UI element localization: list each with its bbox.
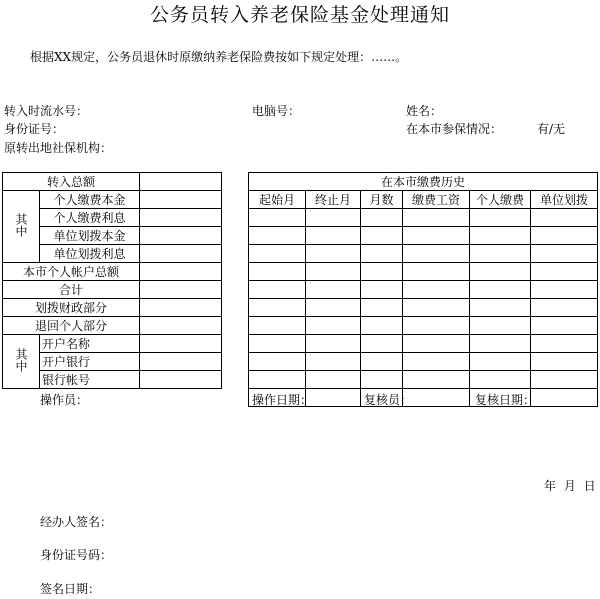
table-row: [249, 227, 598, 245]
table-row: [249, 317, 598, 335]
finance-part-label: 划拨财政部分: [3, 299, 140, 317]
item-account-no: 银行帐号: [40, 371, 140, 389]
table-cell: [140, 353, 222, 371]
table-row: [3, 281, 222, 299]
item-personal-interest: 个人缴费利息: [40, 209, 140, 227]
col-end-month: 终止月: [306, 191, 361, 209]
table-row: [3, 191, 222, 209]
table-row: [3, 317, 222, 335]
item-unit-principal: 单位划拨本金: [40, 227, 140, 245]
id-no-label: 身份证号：: [4, 122, 65, 136]
col-wage: 缴费工资: [403, 191, 470, 209]
local-status-label: 在本市参保情况：: [406, 122, 503, 136]
table-row: [3, 263, 222, 281]
table-cell: [140, 227, 222, 245]
local-status-value: 有/无: [537, 122, 566, 136]
table-row: [249, 281, 598, 299]
city-total-label: 本市个人帐户总额: [3, 263, 140, 281]
col-personal-pay: 个人缴费: [470, 191, 531, 209]
table-cell: [140, 209, 222, 227]
item-account-name: 开户名称: [40, 335, 140, 353]
table-row: [249, 335, 598, 353]
history-title: 在本市缴费历史: [249, 173, 598, 191]
table-row: [3, 299, 222, 317]
item-unit-interest: 单位划拨利息: [40, 245, 140, 263]
table-row: [3, 335, 222, 353]
transfer-total-label: 转入总额: [3, 173, 140, 191]
table-row: [249, 173, 598, 191]
table-row: [3, 173, 222, 191]
sign-date-label: 签名日期：: [40, 582, 101, 596]
op-date-label: 操作日期：: [252, 393, 313, 407]
operator-label: 操作员：: [40, 393, 89, 407]
payment-history-table: [248, 172, 598, 407]
table-row: [249, 263, 598, 281]
transfer-summary-table: [2, 172, 222, 389]
page-title: 公务员转入养老保险基金处理通知: [149, 4, 450, 26]
table-cell: [140, 299, 222, 317]
table-cell: [140, 245, 222, 263]
origin-agency-label: 原转出地社保机构：: [4, 141, 113, 155]
table-cell: [140, 371, 222, 389]
table-cell: [140, 263, 222, 281]
table-cell: [140, 173, 222, 191]
table-row: [249, 209, 598, 227]
item-personal-principal: 个人缴费本金: [40, 191, 140, 209]
col-start-month: 起始月: [249, 191, 306, 209]
group1-label-text: 其中: [14, 213, 28, 237]
serial-label: 转入时流水号：: [4, 104, 89, 118]
refund-part-label: 退回个人部分: [3, 317, 140, 335]
sum-label: 合计: [3, 281, 140, 299]
table-cell: [140, 191, 222, 209]
col-months: 月数: [361, 191, 403, 209]
group2-label: [3, 335, 40, 389]
table-row: [249, 299, 598, 317]
review-date-label: 复核日期：: [475, 393, 536, 407]
table-row: [249, 353, 598, 371]
computer-no-label: 电脑号：: [252, 104, 301, 118]
group1-label: [3, 191, 40, 263]
name-label: 姓名：: [406, 104, 443, 118]
col-unit-pay: 单位划拨: [531, 191, 598, 209]
table-row: [249, 245, 598, 263]
table-row: [249, 371, 598, 389]
intro-text: 根据XX规定，公务员退休时原缴纳养老保险费按如下规定处理：……。: [30, 50, 408, 64]
reviewer-label: 复核员：: [364, 393, 413, 407]
date-stamp: 年 月 日: [544, 479, 596, 493]
handler-signature-label: 经办人签名：: [40, 515, 113, 529]
table-cell: [140, 335, 222, 353]
item-bank: 开户银行: [40, 353, 140, 371]
group2-label-text: 其中: [14, 348, 28, 372]
table-header-row: [249, 191, 598, 209]
table-cell: [140, 317, 222, 335]
table-cell: [140, 281, 222, 299]
handler-id-label: 身份证号码：: [40, 548, 113, 562]
